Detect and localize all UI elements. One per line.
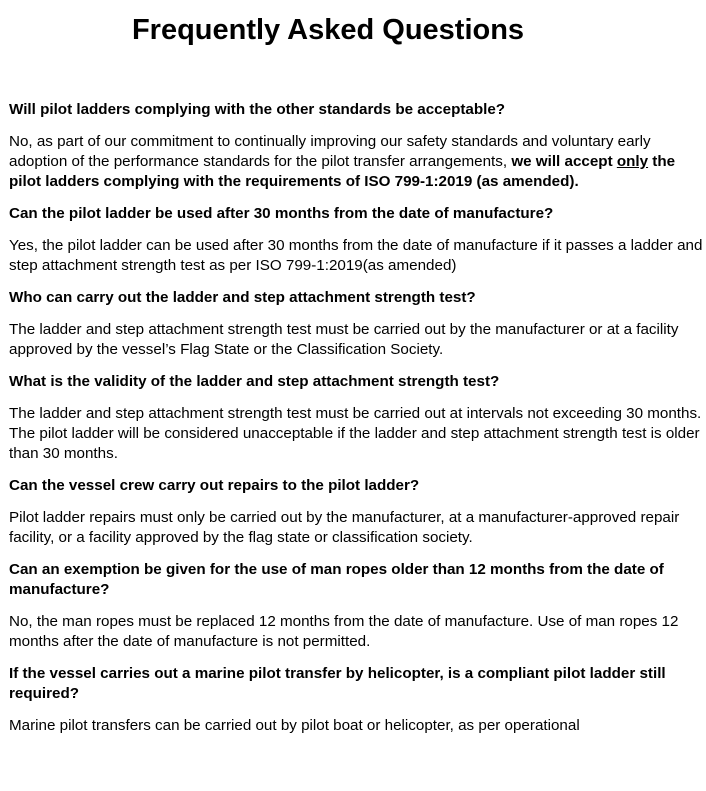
faq-answer: Yes, the pilot ladder can be used after 30 months from the date of manufacture if it passes a ladder and step attachment strength test as per ISO 799-1:2019(as amended) <box>9 237 703 274</box>
answer-emphasis-underlined: only <box>616 153 649 170</box>
faq-answer: Pilot ladder repairs must only be carried out by the manufacturer, at a manufacturer-approved repair facility, or a facility approved by the flag state or classification society. <box>9 509 680 546</box>
faq-list <box>9 100 705 748</box>
answer-emphasis: the pilot ladders complying with the requirements of ISO 799-1:2019 (as amended). <box>9 153 676 190</box>
answer-emphasis: we will accept <box>511 153 617 170</box>
faq-question: If the vessel carries out a marine pilot transfer by helicopter, is a compliant pilot ladder still required? <box>9 665 666 702</box>
faq-question: Can an exemption be given for the use of man ropes older than 12 months from the date of manufacture? <box>9 561 664 598</box>
faq-item <box>9 560 705 652</box>
faq-answer: Marine pilot transfers can be carried out by pilot boat or helicopter, as per operational <box>9 717 580 734</box>
faq-question: Will pilot ladders complying with the other standards be acceptable? <box>9 101 506 118</box>
page-title: Frequently Asked Questions <box>131 14 525 46</box>
faq-item <box>9 100 705 192</box>
faq-question: What is the validity of the ladder and step attachment strength test? <box>9 373 500 390</box>
faq-item <box>9 372 705 464</box>
faq-item <box>9 288 705 360</box>
faq-item <box>9 204 705 276</box>
faq-answer: No, the man ropes must be replaced 12 months from the date of manufacture. Use of man ropes 12 months after the date of manufacture is not permitted. <box>9 613 679 650</box>
faq-item <box>9 664 705 736</box>
faq-answer: The ladder and step attachment strength test must be carried out at intervals not exceeding 30 months. The pilot ladder will be considered unacceptable if the ladder and step attachment strength test is older than 30 months. <box>9 405 702 462</box>
faq-item <box>9 476 705 548</box>
faq-question: Can the vessel crew carry out repairs to the pilot ladder? <box>9 477 420 494</box>
faq-answer <box>9 132 705 192</box>
answer-text: No, as part of our commitment to continually improving our safety standards and voluntary early adoption of the performance standards for the pilot transfer arrangements, <box>9 133 651 170</box>
faq-answer: The ladder and step attachment strength test must be carried out by the manufacturer or at a facility approved by the vessel’s Flag State or the Classification Society. <box>9 321 679 358</box>
faq-question: Can the pilot ladder be used after 30 months from the date of manufacture? <box>9 205 554 222</box>
faq-question: Who can carry out the ladder and step attachment strength test? <box>9 289 476 306</box>
